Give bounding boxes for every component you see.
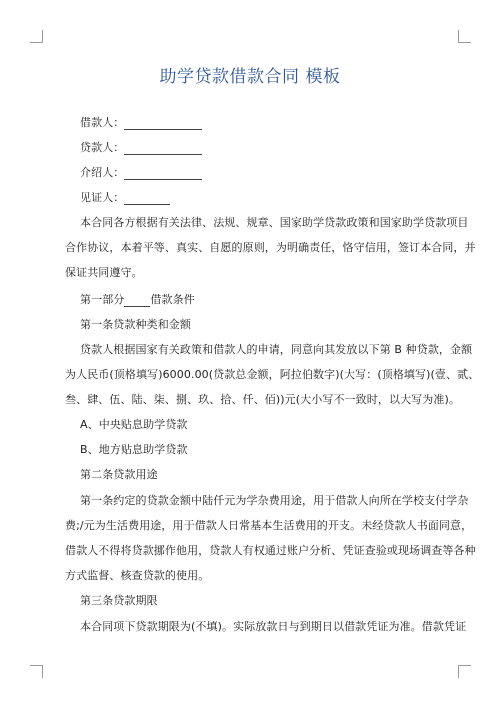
preamble-line-3: 保证共同遵守。 (65, 266, 143, 279)
article1-line-3: 叁、肆、伍、陆、柒、捌、玖、拾、仟、佰))元(大小写不一致时，以大写为准)。 (65, 393, 460, 406)
article2-line-4: 方式监督、核查贷款的使用。 (65, 569, 210, 582)
article3-heading: 第三条贷款期限 (80, 594, 158, 607)
preamble-line-2: 合作协议，本着平等、真实、自愿的原则，为明确责任，恪守信用，签订本合同，并 (65, 241, 476, 254)
document-title: 助学贷款借款合同 模板 (159, 67, 341, 87)
introducer-label: 介绍人： (80, 166, 125, 179)
lender-blank (124, 143, 202, 155)
article2-line-2: 费;/元为生活费用途，用于借款人日常基本生活费用的开支。未经贷款人书面同意， (65, 519, 473, 532)
introducer-blank (124, 168, 202, 180)
lender-label: 贷款人： (80, 141, 125, 154)
borrower-line (80, 116, 450, 130)
introducer-line (80, 166, 450, 180)
lender-line (80, 141, 450, 155)
article2-line-1: 第一条约定的贷款金额中陆仟元为学杂费用途，用于借款人向所在学校支付学杂 (80, 494, 469, 507)
borrower-label: 借款人： (80, 116, 125, 129)
witness-label: 见证人： (80, 191, 125, 204)
preamble-line-1: 本合同各方根据有关法律、法规、规章、国家助学贷款政策和国家助学贷款项目 (80, 216, 469, 229)
borrower-blank (124, 118, 202, 130)
part1-suffix: 借款条件 (150, 293, 195, 306)
crop-mark-top-left (30, 30, 43, 43)
article3-line-1: 本合同项下贷款期限为(不填)。实际放款日与到期日以借款凭证为准。借款凭证 (80, 620, 467, 633)
article1-line-1: 贷款人根据国家有关政策和借款人的申请，同意向其发放以下第 B 种贷款，金额 (80, 343, 473, 356)
crop-mark-bottom-right (458, 665, 471, 678)
witness-line (80, 191, 450, 205)
article2-heading: 第二条贷款用途 (80, 468, 158, 481)
crop-mark-top-right (458, 30, 471, 43)
crop-mark-bottom-left (30, 665, 43, 678)
article1-option-b: B、地方贴息助学贷款 (80, 443, 188, 456)
article1-line-2: 为人民币(顶格填写)6000.00(贷款总金额，阿拉伯数字)(大写：(顶格填写)(壹、贰、 (65, 368, 480, 381)
part1-blank (124, 295, 150, 307)
article1-heading: 第一条贷款种类和金额 (80, 318, 191, 331)
part1-heading (80, 293, 450, 307)
witness-blank (124, 193, 170, 205)
article2-line-3: 借款人不得将贷款挪作他用，贷款人有权通过账户分析、凭证查验或现场调查等各种 (65, 544, 476, 557)
article1-option-a: A、中央贴息助学贷款 (80, 418, 188, 431)
part1-prefix: 第一部分 (80, 293, 125, 306)
